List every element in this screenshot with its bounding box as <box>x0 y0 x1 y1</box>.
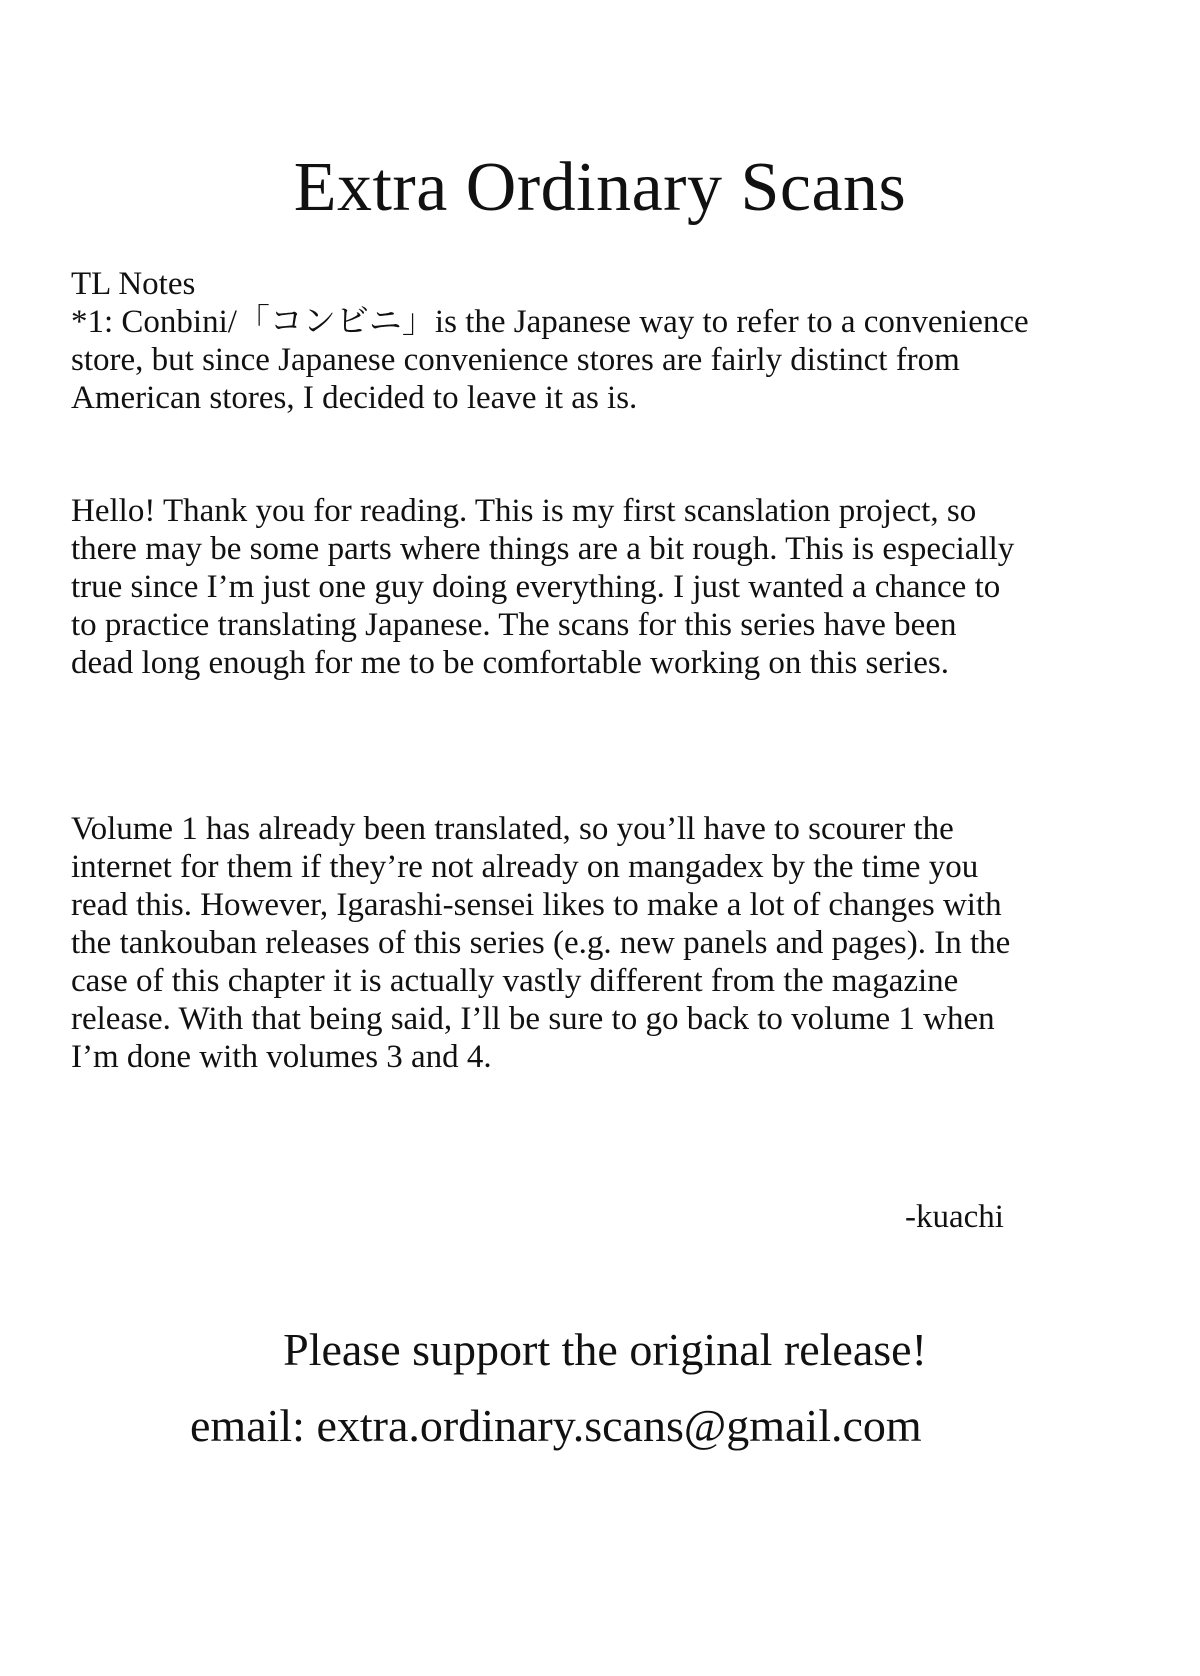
paragraph-line: I’m done with volumes 3 and 4. <box>71 1039 492 1075</box>
contact-email: email: extra.ordinary.scans@gmail.com <box>190 1400 922 1451</box>
paragraph-line: true since I’m just one guy doing everything. I just wanted a chance to <box>71 569 1001 605</box>
signature: -kuachi <box>905 1199 1004 1235</box>
paragraph-line: Hello! Thank you for reading. This is my first scanslation project, so <box>71 493 977 529</box>
paragraph-line: case of this chapter it is actually vastly different from the magazine <box>71 963 959 999</box>
paragraph-line: the tankouban releases of this series (e.g. new panels and pages). In the <box>71 925 1011 961</box>
tl-notes-line: American stores, I decided to leave it as is. <box>71 380 638 416</box>
paragraph-line: to practice translating Japanese. The scans for this series have been <box>71 607 957 643</box>
paragraph-line: read this. However, Igarashi-sensei likes to make a lot of changes with <box>71 887 1002 923</box>
page-title: Extra Ordinary Scans <box>293 149 907 226</box>
tl-notes-line: store, but since Japanese convenience stores are fairly distinct from <box>71 342 960 378</box>
greeting-paragraph <box>71 492 1191 682</box>
tl-notes-section <box>71 265 1191 417</box>
volume-info-paragraph <box>71 810 1191 1076</box>
paragraph-line: release. With that being said, I’ll be sure to go back to volume 1 when <box>71 1001 995 1037</box>
paragraph-line: dead long enough for me to be comfortable working on this series. <box>71 645 949 681</box>
tl-notes-heading: TL Notes <box>71 266 196 302</box>
paragraph-line: Volume 1 has already been translated, so you’ll have to scourer the <box>71 811 954 847</box>
paragraph-line: there may be some parts where things are a bit rough. This is especially <box>71 531 1015 567</box>
paragraph-line: internet for them if they’re not already on mangadex by the time you <box>71 849 979 885</box>
tl-notes-line: *1: Conbini/「コンビニ」is the Japanese way to refer to a convenience <box>71 304 1029 340</box>
support-message: Please support the original release! <box>283 1324 927 1375</box>
